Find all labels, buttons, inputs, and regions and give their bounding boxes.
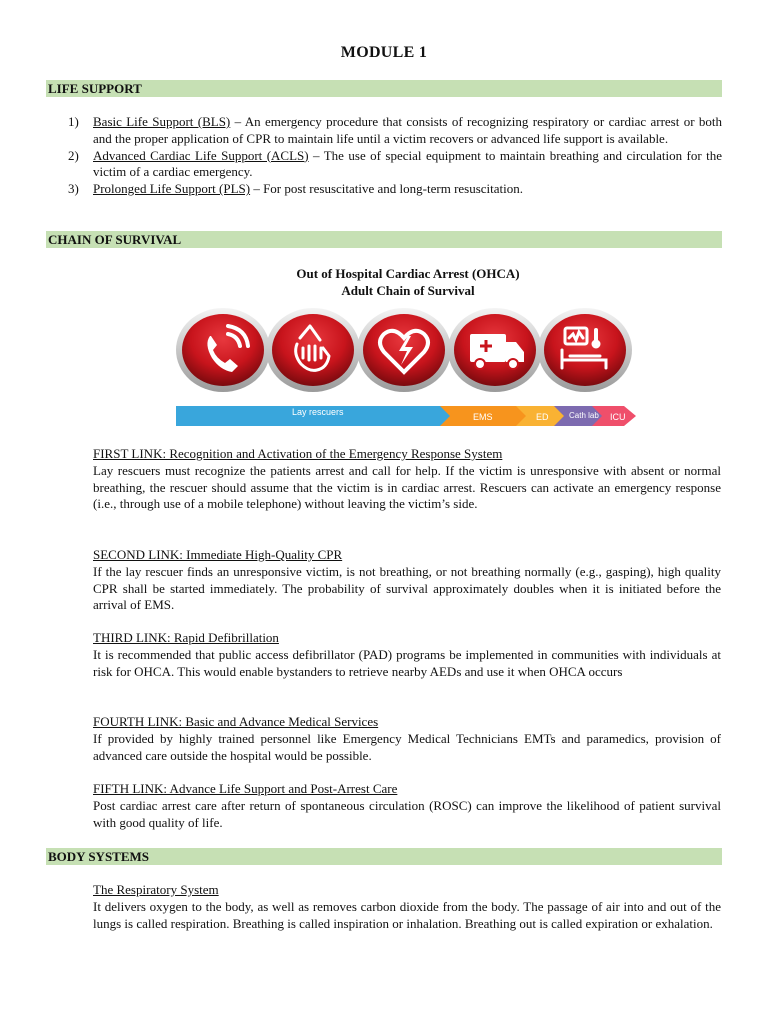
chain-link-2 (266, 308, 360, 392)
ed-label: ED (536, 412, 549, 422)
definition-text: – An emergency procedure that consists of recognizing respiratory or cardiac arrest or both and the proper application of CPR to maintain life until a victim recovers or advanced life support is available. (93, 114, 722, 146)
fourth-link-heading: FOURTH LINK: Basic and Advance Medical Services (93, 714, 379, 729)
first-link-body: Lay rescuers must recognize the patients arrest and call for help. If the victim is unresponsive with absent or normal breathing, the rescuer should assume that the victim is in cardiac arrest. Rescuers can activate an emergency response (i.e., through use of a mobile telephone) without leaving the victim’s side. (93, 462, 721, 512)
definition-text: – The use of special equipment to maintain breathing and circulation for the victim of a cardiac emergency. (93, 147, 722, 180)
figure-title-line1: Out of Hospital Cardiac Arrest (OHCA) (296, 266, 520, 281)
section-header-body-systems: BODY SYSTEMS (46, 848, 722, 865)
life-support-list (68, 114, 722, 198)
list-number: 3) (68, 181, 79, 197)
ems-label: EMS (473, 412, 493, 422)
respiratory-system-body: It delivers oxygen to the body, as well as removes carbon dioxide from the body. The passage of air into and out of the lungs is called respiration. Breathing is called inspiration or inhalation. Breathing out is called expiration or exhalation. (93, 898, 721, 931)
fifth-link-heading: FIFTH LINK: Advance Life Support and Post-Arrest Care (93, 781, 398, 796)
icu-label: ICU (610, 412, 626, 422)
figure-title-line2: Adult Chain of Survival (341, 283, 475, 298)
list-number: 1) (68, 114, 79, 129)
second-link-heading: SECOND LINK: Immediate High-Quality CPR (93, 547, 343, 562)
list-item (68, 114, 722, 148)
chain-link-5 (538, 308, 632, 392)
fourth-link-block (93, 714, 721, 764)
section-header-chain-of-survival: CHAIN OF SURVIVAL (46, 231, 722, 248)
first-link-block (93, 446, 721, 513)
fifth-link-body: Post cardiac arrest care after return of spontaneous circulation (ROSC) can improve the likelihood of patient survival with good quality of life. (93, 797, 721, 830)
fifth-link-block (93, 781, 721, 831)
respiratory-system-block (93, 882, 721, 932)
section-header-life-support: LIFE SUPPORT (46, 80, 722, 97)
fourth-link-body: If provided by highly trained personnel like Emergency Medical Technicians EMTs and paramedics, provision of advanced care outside the hospital would be possible. (93, 730, 721, 763)
list-number: 2) (68, 147, 79, 163)
definition-text: – For post resuscitative and long-term resuscitation. (250, 181, 524, 197)
term-bls: Basic Life Support (BLS) (93, 114, 231, 129)
cath-lab-label: Cath lab (569, 411, 599, 420)
list-item (68, 148, 722, 182)
care-stage-bar (176, 406, 636, 426)
respiratory-system-heading: The Respiratory System (93, 882, 219, 897)
term-acls: Advanced Cardiac Life Support (ACLS) (93, 147, 309, 163)
third-link-body: It is recommended that public access defibrillator (PAD) programs be implemented in communities with individuals at risk for OHCA. This would enable bystanders to retrieve nearby AEDs and use it when OHCA occurs (93, 646, 721, 679)
chain-link-1 (176, 308, 270, 392)
page-title: MODULE 1 (340, 44, 428, 61)
chain-link-4 (448, 308, 542, 392)
lay-rescuers-label: Lay rescuers (292, 407, 344, 417)
term-pls: Prolonged Life Support (PLS) (93, 181, 251, 197)
second-link-block (93, 547, 721, 614)
third-link-heading: THIRD LINK: Rapid Defibrillation (93, 630, 279, 645)
chain-link-3 (357, 308, 451, 392)
first-link-heading: FIRST LINK: Recognition and Activation of the Emergency Response System (93, 446, 503, 461)
second-link-body: If the lay rescuer finds an unresponsive victim, is not breathing, or not breathing normally (e.g., gasping), high quality CPR shall be started immediately. The probability of survival approximately doubles when it is initiated before the arrival of EMS. (93, 563, 721, 613)
chain-of-survival-figure (170, 298, 640, 432)
list-item (68, 181, 722, 198)
third-link-block (93, 630, 721, 680)
